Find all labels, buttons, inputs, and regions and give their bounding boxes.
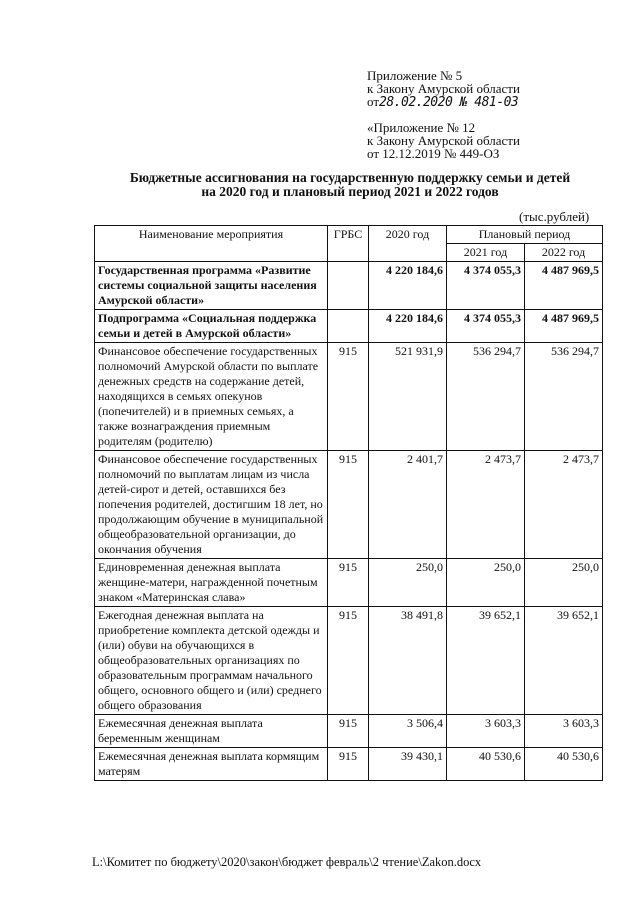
- row-value-2022: 536 294,7: [525, 343, 603, 451]
- annex-5-handwritten-date: 28.02.2020 № 481-03: [379, 95, 519, 110]
- budget-table: [94, 225, 603, 781]
- row-value-2021: 4 374 055,3: [447, 262, 525, 310]
- row-value-2021: 4 374 055,3: [447, 310, 525, 343]
- row-value-2020: 250,0: [369, 559, 447, 607]
- row-value-2021: 250,0: [447, 559, 525, 607]
- header-2020: 2020 год: [369, 226, 447, 262]
- row-value-2021: 39 652,1: [447, 607, 525, 715]
- document-title: [90, 171, 610, 199]
- row-value-2022: 39 652,1: [525, 607, 603, 715]
- table-row: [95, 451, 603, 559]
- row-value-2020: 39 430,1: [369, 748, 447, 781]
- row-grbs: [328, 310, 369, 343]
- row-value-2020: 38 491,8: [369, 607, 447, 715]
- row-grbs: [328, 262, 369, 310]
- row-grbs: 915: [328, 748, 369, 781]
- table-row: [95, 715, 603, 748]
- header-2021: 2021 год: [447, 244, 525, 262]
- document-title-line-1: Бюджетные ассигнования на государственную поддержку семьи и детей: [129, 170, 571, 185]
- table-row: [95, 310, 603, 343]
- row-name: Единовременная денежная выплата женщине-матери, награжденной почетным знаком «Материнская слава»: [95, 559, 328, 607]
- header-name: Наименование мероприятия: [95, 226, 328, 262]
- row-name: Государственная программа «Развитие системы социальной защиты населения Амурской области»: [95, 262, 328, 310]
- header-grbs: ГРБС: [328, 226, 369, 262]
- annex-12-header: [367, 121, 520, 160]
- annex-12-title: «Приложение № 12: [367, 120, 476, 135]
- row-value-2021: 536 294,7: [447, 343, 525, 451]
- row-grbs: 915: [328, 607, 369, 715]
- row-value-2020: 521 931,9: [369, 343, 447, 451]
- row-value-2022: 40 530,6: [525, 748, 603, 781]
- row-value-2022: 4 487 969,5: [525, 310, 603, 343]
- annex-5-header: [367, 69, 520, 109]
- document-title-line-2: на 2020 год и плановый период 2021 и 2022 годов: [201, 184, 499, 199]
- annex-5-law-ref: к Закону Амурской области: [367, 81, 520, 96]
- annex-5-date-line: [367, 95, 520, 109]
- row-value-2022: 250,0: [525, 559, 603, 607]
- units-label: (тыс.рублей): [519, 209, 590, 224]
- row-value-2020: 4 220 184,6: [369, 310, 447, 343]
- table-header-row: [95, 226, 603, 244]
- row-name: Финансовое обеспечение государственных полномочий по выплатам лицам из числа детей-сирот и детей, оставшихся без попечения родителей, достигшим 18 лет, но продолжающим обучение в муниципальной общеобразовательной организации, до окончания обучения: [95, 451, 328, 559]
- row-value-2022: 2 473,7: [525, 451, 603, 559]
- row-value-2021: 3 603,3: [447, 715, 525, 748]
- row-value-2022: 3 603,3: [525, 715, 603, 748]
- table-row: [95, 748, 603, 781]
- table-row: [95, 607, 603, 715]
- header-planned-period: Плановый период: [447, 226, 603, 244]
- row-value-2021: 40 530,6: [447, 748, 525, 781]
- table-row: [95, 262, 603, 310]
- annex-12-law-ref: к Закону Амурской области: [367, 133, 520, 148]
- row-grbs: 915: [328, 343, 369, 451]
- row-value-2021: 2 473,7: [447, 451, 525, 559]
- row-grbs: 915: [328, 559, 369, 607]
- row-name: Ежегодная денежная выплата на приобретение комплекта детской одежды и (или) обуви на обучающихся в общеобразовательных организациях по образовательным программам начального общего, основного общего и (или) среднего общего образования: [95, 607, 328, 715]
- row-value-2020: 2 401,7: [369, 451, 447, 559]
- row-name: Ежемесячная денежная выплата кормящим матерям: [95, 748, 328, 781]
- annex-5-date-prefix: от: [367, 94, 380, 109]
- row-value-2020: 4 220 184,6: [369, 262, 447, 310]
- row-value-2020: 3 506,4: [369, 715, 447, 748]
- annex-5-title: Приложение № 5: [367, 68, 463, 83]
- row-name: Финансовое обеспечение государственных полномочий Амурской области по выплате денежных средств на содержание детей, находящихся в семьях опекунов (попечителей) и в приемных семьях, а также вознаграждения приемным родителям (родителю): [95, 343, 328, 451]
- annex-12-date: от 12.12.2019 № 449-ОЗ: [367, 146, 500, 161]
- row-name: Ежемесячная денежная выплата беременным женщинам: [95, 715, 328, 748]
- table-row: [95, 343, 603, 451]
- header-2022: 2022 год: [525, 244, 603, 262]
- file-path-footer: L:\Комитет по бюджету\2020\закон\бюджет февраль\2 чтение\Zakon.docx: [92, 855, 482, 869]
- row-grbs: 915: [328, 715, 369, 748]
- row-value-2022: 4 487 969,5: [525, 262, 603, 310]
- row-grbs: 915: [328, 451, 369, 559]
- row-name: Подпрограмма «Социальная поддержка семьи и детей в Амурской области»: [95, 310, 328, 343]
- table-row: [95, 559, 603, 607]
